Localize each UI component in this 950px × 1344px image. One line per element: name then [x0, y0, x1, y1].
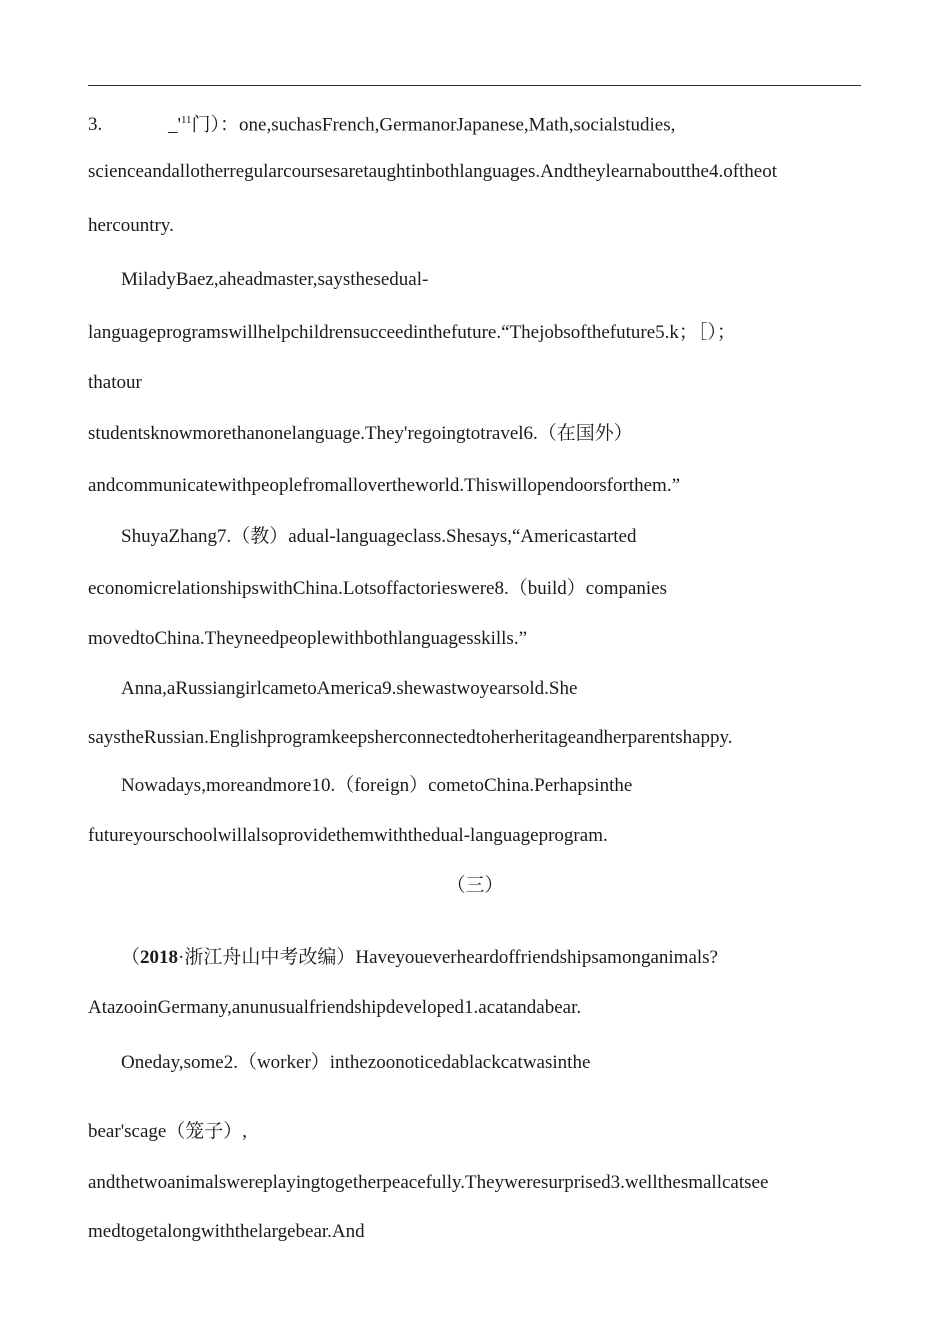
superscript: 11 [180, 114, 192, 126]
paragraph-line: scienceandallotherregularcoursesaretaughtinbothlanguages.Andtheylearnaboutthe4.oftheot [88, 161, 778, 182]
section-heading: （三） [446, 875, 504, 896]
paragraph-line: hercountry. [88, 215, 174, 236]
source-open: （ [121, 947, 141, 968]
line-text: one,suchasFrench,GermanorJapanese,Math,socialstudies, [239, 114, 676, 136]
line-text: Haveyoueverheardoffriendshipsamonganimals? [355, 947, 718, 968]
paragraph-line: andthetwoanimalswereplayingtogetherpeacefully.Theyweresurprised3.wellthesmallcatsee [88, 1172, 769, 1193]
paragraph-line: medtogetalongwiththelargebear.And [88, 1221, 365, 1242]
paragraph-line: AtazooinGermany,anunusualfriendshipdeveloped1.acatandabear. [88, 997, 582, 1018]
paragraph-line: studentsknowmorethanonelanguage.They'regoingtotravel6.（在国外） [88, 423, 633, 444]
paragraph-line: economicrelationshipswithChina.Lotsoffactorieswere8.（build）companies [88, 578, 668, 599]
item-number: 3. [88, 114, 103, 136]
paragraph-line: ShuyaZhang7.（教）adual-languageclass.Shesays,“Americastarted [121, 526, 637, 547]
header-rule [88, 85, 861, 86]
paragraph-line: bear'scage（笼子）, [88, 1121, 248, 1142]
paragraph-line: Anna,aRussiangirlcametoAmerica9.shewastwoyearsold.She [121, 678, 578, 699]
blank: _' [168, 114, 181, 136]
paragraph-line: thatour [88, 372, 142, 393]
paragraph-line: movedtoChina.Theyneedpeoplewithbothlanguagesskills.” [88, 628, 528, 649]
paragraph-line: Oneday,some2.（worker）inthezoonoticedablackcatwasinthe [121, 1052, 591, 1073]
paragraph-line: saystheRussian.Englishprogramkeepsherconnectedtoherheritageandherparentshappy. [88, 727, 733, 748]
paragraph-line [121, 946, 718, 970]
source-year: 2018 [140, 947, 179, 968]
source-note: ·浙江舟山中考改编） [178, 947, 356, 968]
paragraph-line: futureyourschoolwillalsoprovidethemwiththedual-languageprogram. [88, 825, 608, 846]
paragraph-line: Nowadays,moreandmore10.（foreign）cometoChina.Perhapsinthe [121, 775, 633, 796]
paragraph-line: languageprogramswillhelpchildrensucceedinthefuture.“Thejobsofthefuture5.k；［）； [88, 322, 736, 343]
paragraph-line: andcommunicatewithpeoplefromallovertheworld.Thiswillopendoorsforthem.” [88, 475, 680, 496]
paragraph-line: MiladyBaez,aheadmaster,saysthesedual- [121, 269, 429, 290]
chinese-hint: 门）： [191, 114, 240, 136]
paragraph-line [88, 108, 675, 137]
